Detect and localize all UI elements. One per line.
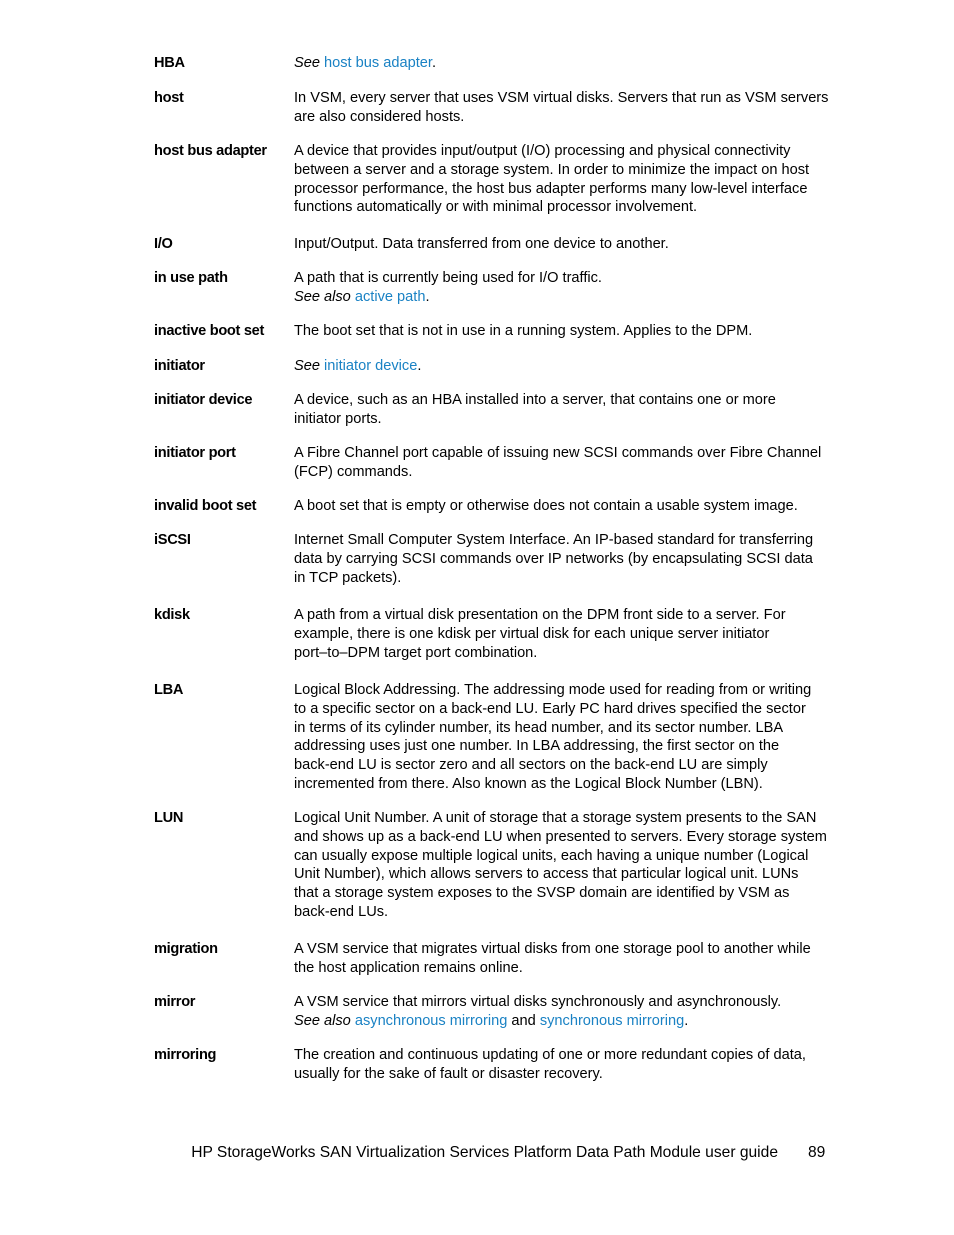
definition-line (294, 142, 830, 161)
definition-line (294, 884, 830, 903)
see-label: See (294, 55, 320, 71)
definition-text: and (507, 1012, 540, 1029)
cross-reference-link[interactable]: initiator device (324, 358, 418, 374)
definition-line (294, 681, 830, 700)
definition-line (294, 497, 830, 516)
definition-line (294, 288, 830, 307)
definition-text: A VSM service that mirrors virtual disks synchronously and asynchronously. (294, 994, 782, 1010)
glossary-term: initiator (154, 358, 205, 374)
definition-text: usually for the sake of fault or disaster recovery. (294, 1065, 603, 1082)
definition-line (294, 625, 830, 644)
definition-line (294, 391, 830, 410)
see-label: See also (294, 1012, 351, 1029)
glossary-term: HBA (154, 55, 185, 71)
definition-text: port–to–DPM target port combination. (294, 644, 538, 661)
glossary-term: mirroring (154, 1047, 217, 1063)
see-label: See also (294, 288, 351, 305)
definition-text: A VSM service that migrates virtual disks from one storage pool to another while (294, 941, 811, 957)
definition-line (294, 775, 830, 794)
definition-text: . (425, 288, 430, 305)
definition-line (294, 531, 830, 550)
definition-line (294, 903, 830, 922)
glossary-term: LUN (154, 810, 184, 826)
glossary-term: migration (154, 941, 218, 957)
glossary-definition (294, 497, 830, 516)
glossary-term: initiator port (154, 445, 236, 461)
definition-text: A boot set that is empty or otherwise does not contain a usable system image. (294, 498, 798, 514)
glossary-term: in use path (154, 270, 228, 286)
definition-line (294, 161, 830, 180)
definition-text: incremented from there. Also known as the Logical Block Number (LBN). (294, 775, 763, 792)
definition-text: A path that is currently being used for I/O traffic. (294, 270, 602, 286)
definition-line (294, 993, 830, 1012)
glossary-definition (294, 54, 830, 73)
glossary-term: I/O (154, 236, 173, 252)
definition-text: . (684, 1012, 689, 1029)
definition-line (294, 54, 830, 73)
definition-text: Logical Block Addressing. The addressing mode used for reading from or writing (294, 682, 812, 698)
glossary-definition (294, 993, 830, 1031)
definition-text: back-end LU is sector zero and all sectors on the back-end LU are simply (294, 757, 768, 774)
glossary-definition (294, 1046, 830, 1084)
glossary-definition (294, 681, 830, 794)
definition-line (294, 357, 830, 376)
glossary-definition (294, 809, 830, 922)
see-label: See (294, 358, 320, 374)
definition-text: Internet Small Computer System Interface. An IP-based standard for transferring (294, 532, 814, 548)
definition-line (294, 847, 830, 866)
glossary-definition (294, 269, 830, 307)
glossary-definition (294, 391, 830, 429)
glossary-term: iSCSI (154, 532, 191, 548)
definition-text: back-end LUs. (294, 903, 389, 920)
definition-line (294, 644, 830, 663)
definition-text: can usually expose multiple logical units, each having a unique number (Logical (294, 847, 809, 864)
definition-text: A device that provides input/output (I/O) processing and physical connectivity (294, 143, 791, 159)
definition-text: and shows up as a back-end LU when presented to servers. Every storage system (294, 828, 827, 845)
definition-text: A device, such as an HBA installed into a server, that contains one or more (294, 392, 776, 408)
glossary-term: host (154, 90, 184, 106)
definition-line (294, 198, 830, 217)
definition-line (294, 235, 830, 254)
glossary-term: LBA (154, 682, 184, 698)
definition-line (294, 719, 830, 738)
definition-line (294, 737, 830, 756)
definition-text: in terms of its cylinder number, its head number, and its sector number. LBA (294, 719, 784, 736)
definition-line (294, 269, 830, 288)
definition-line (294, 809, 830, 828)
definition-line (294, 828, 830, 847)
definition-line (294, 606, 830, 625)
definition-line (294, 569, 830, 588)
definition-line (294, 550, 830, 569)
glossary-definition (294, 444, 830, 482)
definition-line (294, 180, 830, 199)
definition-line (294, 444, 830, 463)
definition-line (294, 700, 830, 719)
definition-line (294, 108, 830, 127)
definition-text: functions automatically or with minimal processor involvement. (294, 199, 698, 216)
definition-text: A Fibre Channel port capable of issuing new SCSI commands over Fibre Channel (294, 445, 822, 461)
glossary-definition (294, 357, 830, 376)
definition-line (294, 940, 830, 959)
definition-text: Unit Number), which allows servers to access that particular logical unit. LUNs (294, 866, 799, 883)
definition-text: initiator ports. (294, 410, 382, 427)
glossary-term: inactive boot set (154, 323, 265, 339)
definition-text: . (431, 55, 437, 71)
definition-text: data by carrying SCSI commands over IP networks (by encapsulating SCSI data (294, 550, 813, 567)
definition-line (294, 410, 830, 429)
definition-text: to a specific sector on a back-end LU. Early PC hard drives specified the sector (294, 700, 806, 717)
definition-line (294, 1046, 830, 1065)
definition-text: The creation and continuous updating of one or more redundant copies of data, (294, 1047, 806, 1063)
glossary-term: invalid boot set (154, 498, 257, 514)
definition-text: example, there is one kdisk per virtual disk for each unique server initiator (294, 625, 770, 642)
definition-text: in TCP packets). (294, 569, 402, 586)
glossary-term: initiator device (154, 392, 253, 408)
definition-line (294, 756, 830, 775)
definition-text: the host application remains online. (294, 959, 523, 976)
cross-reference-link[interactable]: asynchronous mirroring (354, 1012, 508, 1029)
glossary-definition (294, 322, 830, 341)
definition-text: processor performance, the host bus adapter performs many low-level interface (294, 180, 808, 197)
glossary-definition (294, 531, 830, 587)
definition-text: that a storage system exposes to the SVSP domain are identified by VSM as (294, 885, 790, 902)
cross-reference-link[interactable]: synchronous mirroring (539, 1012, 685, 1029)
glossary-definition (294, 142, 830, 217)
glossary-definition (294, 235, 830, 254)
glossary-term: kdisk (154, 607, 190, 623)
definition-text: (FCP) commands. (294, 463, 413, 480)
glossary-definition (294, 940, 830, 978)
page-number: 89 (808, 1144, 826, 1161)
cross-reference-link[interactable]: active path (354, 288, 426, 305)
definition-line (294, 463, 830, 482)
definition-text: The boot set that is not in use in a running system. Applies to the DPM. (294, 323, 753, 339)
definition-text: Input/Output. Data transferred from one device to another. (294, 236, 669, 252)
definition-text: addressing uses just one number. In LBA addressing, the first sector on the (294, 738, 780, 755)
glossary-term: host bus adapter (154, 143, 267, 159)
definition-text: Logical Unit Number. A unit of storage that a storage system presents to the SAN (294, 810, 817, 826)
definition-text: are also considered hosts. (294, 108, 465, 125)
definition-line (294, 89, 830, 108)
definition-line (294, 1065, 830, 1084)
definition-line (294, 959, 830, 978)
definition-text: between a server and a storage system. In order to minimize the impact on host (294, 161, 810, 178)
definition-text: . (417, 358, 422, 374)
definition-line (294, 1012, 830, 1031)
cross-reference-link[interactable]: host bus adapter (324, 55, 432, 71)
footer-title: HP StorageWorks SAN Virtualization Services Platform Data Path Module user guide (191, 1144, 778, 1161)
definition-line (294, 322, 830, 341)
glossary-definition (294, 89, 830, 127)
definition-line (294, 865, 830, 884)
glossary-term: mirror (154, 994, 196, 1010)
definition-text: A path from a virtual disk presentation on the DPM front side to a server. For (294, 607, 786, 623)
glossary-definition (294, 606, 830, 662)
definition-text: In VSM, every server that uses VSM virtual disks. Servers that run as VSM servers (294, 90, 829, 106)
